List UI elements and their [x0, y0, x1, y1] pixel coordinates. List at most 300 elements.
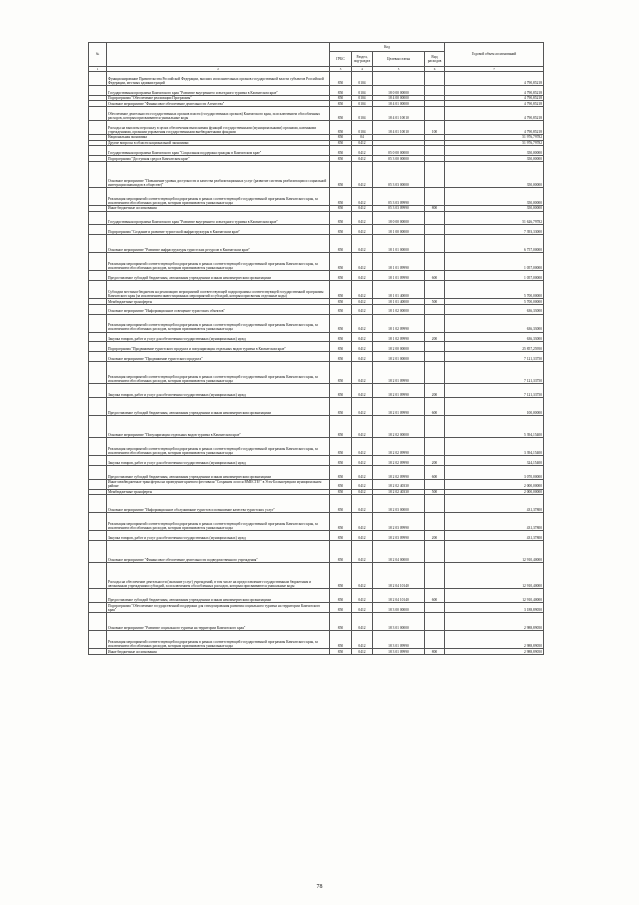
row-expense-type-cell: 600	[425, 589, 445, 603]
row-sum-cell: 2 988,89050	[445, 612, 544, 630]
row-grbs-cell: 850	[330, 95, 352, 101]
row-razdel-cell: 0104	[352, 85, 373, 95]
row-razdel-cell: 0412	[352, 456, 373, 466]
table-row	[89, 211, 544, 225]
table-row	[89, 342, 544, 352]
row-razdel-cell: 0412	[352, 361, 373, 383]
row-number-cell	[89, 235, 107, 253]
row-name-cell: Основное мероприятие "Популяризация отдельных видов туризма в Камчатском крае"	[107, 415, 330, 437]
row-sum-cell: 350,00000	[445, 161, 544, 187]
row-number-cell	[89, 648, 107, 654]
row-expense-type-cell: 800	[425, 205, 445, 211]
table-row	[89, 271, 544, 281]
row-expense-type-cell: 800	[425, 648, 445, 654]
row-number-cell	[89, 253, 107, 271]
row-expense-type-cell	[425, 495, 445, 513]
row-sum-cell: 3 394,15400	[445, 438, 544, 456]
row-sum-cell: 636,33000	[445, 314, 544, 332]
table-row	[89, 630, 544, 648]
row-name-cell: Расходы на обеспечение деятельности (оказание услуг) учреждений, в том числе на предоставление государственным бюджетным и автономным учреждениям субсидий, за исключением обособленных расходов, которым присваиваются уникальные коды	[107, 563, 330, 589]
row-sum-cell: 3 070,00000	[445, 465, 544, 479]
row-number-cell	[89, 85, 107, 95]
row-number-cell	[89, 352, 107, 362]
table-row	[89, 253, 544, 271]
table-row	[89, 281, 544, 299]
row-razdel-cell: 0412	[352, 612, 373, 630]
row-target-cell: 18 2 02 09990	[373, 465, 425, 479]
row-grbs-cell: 850	[330, 120, 352, 134]
row-sum-cell: 7 121,33750	[445, 352, 544, 362]
row-target-cell: 18 1 01 00000	[373, 235, 425, 253]
header-razdel: Раздел, под-раздел	[352, 52, 373, 67]
row-name-cell: Реализация мероприятий соответствующей подпрограммы в рамках соответствующей государственной программы Камчатского края, за исключением обособленных расходов, которым присваиваются уникальные коды	[107, 630, 330, 648]
row-number-cell	[89, 563, 107, 589]
row-razdel-cell: 0412	[352, 342, 373, 352]
row-name-cell: Основное мероприятие "Продвижение туристского продукта"	[107, 352, 330, 362]
row-sum-cell: 636,33000	[445, 304, 544, 314]
row-name-cell: Межбюджетные трансферты	[107, 299, 330, 305]
row-expense-type-cell: 600	[425, 465, 445, 479]
row-grbs-cell: 850	[330, 161, 352, 187]
row-target-cell: 18 2 01 09990	[373, 384, 425, 398]
row-grbs-cell: 850	[330, 235, 352, 253]
row-name-cell: Государственная программа Камчатского края "Развитие внутреннего и въездного туризма в Камчатском крае"	[107, 211, 330, 225]
row-sum-cell: 12 910,40000	[445, 589, 544, 603]
table-body	[89, 72, 544, 655]
row-grbs-cell: 850	[330, 630, 352, 648]
row-name-cell: Реализация мероприятий соответствующей подпрограммы в рамках соответствующей государственной программы Камчатского края, за исключением обособленных расходов, которым присваиваются уникальные коды	[107, 361, 330, 383]
row-target-cell: 18 4 00 00000	[373, 95, 425, 101]
row-expense-type-cell	[425, 352, 445, 362]
row-razdel-cell: 0412	[352, 563, 373, 589]
row-number-cell	[89, 187, 107, 205]
row-name-cell: Закупка товаров, работ и услуг для обеспечения государственных (муниципальных) нужд	[107, 531, 330, 541]
row-sum-cell: 2 000,00000	[445, 479, 544, 489]
row-name-cell: Основное мероприятие "Информационное освещение туристских объектов"	[107, 304, 330, 314]
row-grbs-cell: 850	[330, 465, 352, 479]
row-target-cell: 18 0 00 00000	[373, 211, 425, 225]
row-grbs-cell: 850	[330, 563, 352, 589]
row-number-cell	[89, 603, 107, 613]
table-row	[89, 540, 544, 562]
row-expense-type-cell	[425, 415, 445, 437]
row-target-cell: 18 4 01 00000	[373, 101, 425, 107]
row-expense-type-cell	[425, 146, 445, 156]
row-grbs-cell: 850	[330, 384, 352, 398]
table-row	[89, 495, 544, 513]
row-name-cell: Другие вопросы в области национальной экономики	[107, 140, 330, 146]
row-expense-type-cell	[425, 304, 445, 314]
column-number: 1	[89, 67, 107, 72]
row-expense-type-cell: 200	[425, 456, 445, 466]
row-sum-cell: 51 626,79782	[445, 211, 544, 225]
row-grbs-cell: 850	[330, 438, 352, 456]
row-expense-type-cell	[425, 540, 445, 562]
row-sum-cell: 4 790,85218	[445, 101, 544, 107]
row-razdel-cell: 0104	[352, 95, 373, 101]
row-number-cell	[89, 531, 107, 541]
row-target-cell: 18 1 00 00000	[373, 225, 425, 235]
row-expense-type-cell	[425, 253, 445, 271]
row-number-cell	[89, 342, 107, 352]
row-target-cell: 18 1 01 09990	[373, 253, 425, 271]
row-razdel-cell: 0104	[352, 107, 373, 121]
row-number-cell	[89, 314, 107, 332]
row-expense-type-cell	[425, 211, 445, 225]
row-grbs-cell: 850	[330, 352, 352, 362]
row-razdel-cell: 0412	[352, 187, 373, 205]
row-number-cell	[89, 146, 107, 156]
column-number: 7	[445, 67, 544, 72]
row-name-cell: Закупка товаров, работ и услуг для обеспечения государственных (муниципальных) нужд	[107, 456, 330, 466]
row-sum-cell: 431,37800	[445, 495, 544, 513]
row-name-cell: Реализация мероприятий соответствующей подпрограммы в рамках соответствующей государственной программы Камчатского края, за исключением обособленных расходов, которым присваиваются уникальные коды	[107, 253, 330, 271]
row-grbs-cell: 850	[330, 225, 352, 235]
row-number-cell	[89, 479, 107, 489]
row-razdel-cell: 0412	[352, 156, 373, 162]
row-target-cell: 18 2 04 10140	[373, 589, 425, 603]
row-number-cell	[89, 397, 107, 415]
column-number: 6	[425, 67, 445, 72]
table-row	[89, 465, 544, 479]
row-name-cell: Обеспечение деятельности государственных органов власти (государственных органов) Камчатского края, за исключением обособленных расходов, которым присваиваются уникальные коды	[107, 107, 330, 121]
table-row	[89, 612, 544, 630]
row-name-cell: Национальная экономика	[107, 134, 330, 140]
header-target: Целевая статья	[373, 52, 425, 67]
row-expense-type-cell	[425, 342, 445, 352]
row-grbs-cell: 850	[330, 253, 352, 271]
row-target-cell: 05 3 03 00000	[373, 161, 425, 187]
row-sum-cell: 3 188,89050	[445, 603, 544, 613]
row-name-cell: Реализация мероприятий соответствующей подпрограммы в рамках соответствующей государственной программы Камчатского края, за исключением обособленных расходов, которым присваиваются уникальные коды	[107, 438, 330, 456]
row-razdel-cell: 0412	[352, 161, 373, 187]
row-name-cell: Иные бюджетные ассигнования	[107, 205, 330, 211]
row-razdel-cell: 0412	[352, 271, 373, 281]
row-number-cell	[89, 589, 107, 603]
row-target-cell: 18 1 02 00000	[373, 304, 425, 314]
row-grbs-cell: 850	[330, 146, 352, 156]
row-target-cell: 18 2 02 09990	[373, 456, 425, 466]
row-grbs-cell: 850	[330, 72, 352, 86]
row-expense-type-cell: 600	[425, 271, 445, 281]
row-name-cell: Основное мероприятие "Развитие инфраструктуры туристских ресурсов в Камчатском крае"	[107, 235, 330, 253]
row-grbs-cell: 850	[330, 156, 352, 162]
row-expense-type-cell: 200	[425, 531, 445, 541]
row-razdel-cell: 0412	[352, 495, 373, 513]
table-row	[89, 107, 544, 121]
row-number-cell	[89, 630, 107, 648]
row-name-cell: Основное мероприятие "Финансовое обеспечение деятельности Агентства"	[107, 101, 330, 107]
row-expense-type-cell	[425, 281, 445, 299]
row-expense-type-cell	[425, 85, 445, 95]
row-name-cell: Предоставление субсидий бюджетным, автономным учреждениям и иным некоммерческим организациям	[107, 397, 330, 415]
table-row	[89, 332, 544, 342]
row-razdel-cell: 0412	[352, 225, 373, 235]
row-target-cell	[373, 72, 425, 86]
row-razdel-cell: 0412	[352, 314, 373, 332]
row-name-cell: Функционирование Правительства Российской Федерации, высших исполнительных органов государственной власти субъектов Российской Федерации, местных администраций	[107, 72, 330, 86]
row-target-cell: 05 3 03 09990	[373, 187, 425, 205]
table-row	[89, 397, 544, 415]
row-sum-cell: 100,00000	[445, 397, 544, 415]
row-grbs-cell: 850	[330, 479, 352, 489]
row-target-cell: 18 3 01 00000	[373, 612, 425, 630]
table-row	[89, 187, 544, 205]
row-name-cell: Закупка товаров, работ и услуг для обеспечения государственных (муниципальных) нужд	[107, 332, 330, 342]
table-row	[89, 120, 544, 134]
row-grbs-cell: 850	[330, 513, 352, 531]
row-razdel-cell: 0412	[352, 211, 373, 225]
row-sum-cell: 4 790,85218	[445, 120, 544, 134]
row-name-cell: Межбюджетные трансферты	[107, 489, 330, 495]
row-number-cell	[89, 465, 107, 479]
row-expense-type-cell	[425, 612, 445, 630]
row-razdel-cell: 0412	[352, 146, 373, 156]
row-target-cell: 18 1 01 40000	[373, 299, 425, 305]
row-expense-type-cell	[425, 513, 445, 531]
row-grbs-cell: 850	[330, 361, 352, 383]
row-sum-cell: 431,37800	[445, 531, 544, 541]
row-razdel-cell: 0412	[352, 352, 373, 362]
row-expense-type-cell: 500	[425, 299, 445, 305]
row-sum-cell: 12 910,40000	[445, 540, 544, 562]
table-row	[89, 479, 544, 489]
table-row	[89, 146, 544, 156]
row-sum-cell: 6 757,00000	[445, 235, 544, 253]
table-row	[89, 603, 544, 613]
column-number: 3	[330, 67, 352, 72]
row-grbs-cell: 850	[330, 107, 352, 121]
row-number-cell	[89, 332, 107, 342]
table-row	[89, 648, 544, 654]
row-target-cell: 18 2 02 40330	[373, 479, 425, 489]
row-sum-cell: 12 910,40000	[445, 563, 544, 589]
row-grbs-cell: 850	[330, 314, 352, 332]
row-target-cell: 18 0 00 00000	[373, 85, 425, 95]
row-razdel-cell: 0412	[352, 648, 373, 654]
row-name-cell: Иные межбюджетные трансферты на проведение краевого фестиваля "Сохраним лосося ВМЕСТЕ!" в Усть-Большерецком муниципальном районе	[107, 479, 330, 489]
row-number-cell	[89, 304, 107, 314]
row-grbs-cell: 850	[330, 648, 352, 654]
row-razdel-cell: 0412	[352, 630, 373, 648]
row-name-cell: Закупка товаров, работ и услуг для обеспечения государственных (муниципальных) нужд	[107, 384, 330, 398]
row-razdel-cell: 0412	[352, 589, 373, 603]
row-sum-cell: 350,00000	[445, 156, 544, 162]
row-expense-type-cell	[425, 479, 445, 489]
table-row	[89, 304, 544, 314]
row-grbs-cell: 850	[330, 304, 352, 314]
row-razdel-cell: 0412	[352, 384, 373, 398]
row-razdel-cell: 0412	[352, 304, 373, 314]
row-sum-cell: 324,15400	[445, 456, 544, 466]
table-row	[89, 384, 544, 398]
row-name-cell: Подпрограмма "Продвижение туристского продукта и популяризация отдельных видов туризма в Камчатском крае"	[107, 342, 330, 352]
row-target-cell: 18 4 01 10010	[373, 120, 425, 134]
row-target-cell: 18 3 01 09990	[373, 630, 425, 648]
header-no: №	[89, 43, 107, 67]
row-grbs-cell: 850	[330, 342, 352, 352]
column-number: 2	[107, 67, 330, 72]
row-sum-cell: 51 976,79782	[445, 140, 544, 146]
row-target-cell: 18 2 00 00000	[373, 342, 425, 352]
row-grbs-cell: 850	[330, 281, 352, 299]
row-razdel-cell: 04	[352, 134, 373, 140]
row-name-cell: Подпрограмма "Создание и развитие туристской инфраструктуры в Камчатском крае"	[107, 225, 330, 235]
table-row	[89, 361, 544, 383]
row-expense-type-cell	[425, 72, 445, 86]
row-expense-type-cell: 500	[425, 489, 445, 495]
row-name-cell: Реализация мероприятий соответствующей подпрограммы в рамках соответствующей государственной программы Камчатского края, за исключением обособленных расходов, которым присваиваются уникальные коды	[107, 513, 330, 531]
row-number-cell	[89, 361, 107, 383]
row-number-cell	[89, 415, 107, 437]
row-sum-cell: 1 057,00000	[445, 271, 544, 281]
row-name-cell: Основное мероприятие "Финансовое обеспечение деятельности подведомственного учреждения"	[107, 540, 330, 562]
row-target-cell: 05 0 00 00000	[373, 146, 425, 156]
row-expense-type-cell	[425, 161, 445, 187]
row-grbs-cell: 850	[330, 612, 352, 630]
row-name-cell: Реализация мероприятий соответствующей подпрограммы в рамках соответствующей государственной программы Камчатского края, за исключением обособленных расходов, которым присваиваются уникальные коды	[107, 314, 330, 332]
row-razdel-cell: 0412	[352, 332, 373, 342]
row-grbs-cell: 850	[330, 205, 352, 211]
row-grbs-cell: 850	[330, 187, 352, 205]
row-sum-cell: 2 000,00000	[445, 489, 544, 495]
row-target-cell: 05 3 03 09990	[373, 205, 425, 211]
row-sum-cell: 4 790,85218	[445, 72, 544, 86]
row-sum-cell: 4 790,85218	[445, 95, 544, 101]
row-grbs-cell: 850	[330, 299, 352, 305]
table-row	[89, 235, 544, 253]
row-grbs-cell: 850	[330, 271, 352, 281]
header-name	[107, 43, 330, 67]
row-expense-type-cell	[425, 187, 445, 205]
budget-table	[88, 42, 544, 655]
row-razdel-cell: 0412	[352, 205, 373, 211]
row-target-cell: 18 2 04 10140	[373, 563, 425, 589]
row-expense-type-cell: 600	[425, 397, 445, 415]
row-sum-cell: 350,00000	[445, 146, 544, 156]
row-number-cell	[89, 107, 107, 121]
row-number-cell	[89, 384, 107, 398]
header-row-1	[89, 43, 544, 52]
row-target-cell: 18 2 01 09990	[373, 397, 425, 415]
row-sum-cell: 350,00000	[445, 187, 544, 205]
row-razdel-cell: 0104	[352, 72, 373, 86]
row-name-cell: Реализация мероприятий соответствующей подпрограммы в рамках соответствующей государственной программы Камчатского края, за исключением обособленных расходов, которым присваиваются уникальные коды	[107, 187, 330, 205]
row-target-cell: 18 3 00 00000	[373, 603, 425, 613]
row-sum-cell: 2 988,89050	[445, 648, 544, 654]
row-grbs-cell: 850	[330, 489, 352, 495]
row-target-cell: 18 2 01 00000	[373, 352, 425, 362]
row-target-cell: 18 1 01 09990	[373, 271, 425, 281]
row-sum-cell: 4 790,85218	[445, 85, 544, 95]
row-number-cell	[89, 72, 107, 86]
row-name-cell: Подпрограмма "Доступная среда в Камчатском крае"	[107, 156, 330, 162]
row-grbs-cell: 850	[330, 211, 352, 225]
row-razdel-cell: 0104	[352, 120, 373, 134]
row-expense-type-cell: 200	[425, 384, 445, 398]
row-name-cell: Иные бюджетные ассигнования	[107, 648, 330, 654]
row-razdel-cell: 0412	[352, 438, 373, 456]
row-number-cell	[89, 540, 107, 562]
row-name-cell: Предоставление субсидий бюджетным, автономным учреждениям и иным некоммерческим организациям	[107, 271, 330, 281]
row-number-cell	[89, 281, 107, 299]
table-row	[89, 72, 544, 86]
row-sum-cell: 350,00000	[445, 205, 544, 211]
row-grbs-cell: 850	[330, 603, 352, 613]
row-sum-cell: 5 700,00000	[445, 299, 544, 305]
row-grbs-cell: 850	[330, 134, 352, 140]
row-grbs-cell: 850	[330, 495, 352, 513]
header-grbs: ГРБС	[330, 52, 352, 67]
row-number-cell	[89, 120, 107, 134]
row-number-cell	[89, 495, 107, 513]
row-razdel-cell: 0412	[352, 397, 373, 415]
header-sum: Годовой объем ассигнований	[445, 43, 544, 67]
row-expense-type-cell: 200	[425, 332, 445, 342]
row-razdel-cell: 0412	[352, 531, 373, 541]
row-number-cell	[89, 513, 107, 531]
header-code-group: Код	[330, 43, 445, 52]
row-razdel-cell: 0412	[352, 253, 373, 271]
row-razdel-cell: 0412	[352, 281, 373, 299]
row-sum-cell: 7 393,33000	[445, 225, 544, 235]
row-expense-type-cell	[425, 603, 445, 613]
row-sum-cell: 7 121,33750	[445, 361, 544, 383]
row-name-cell: Основное мероприятие "Развитие социального туризма на территории Камчатского края"	[107, 612, 330, 630]
row-razdel-cell: 0412	[352, 415, 373, 437]
column-number: 4	[352, 67, 373, 72]
row-name-cell: Подпрограмма "Обеспечение государственной поддержки для стимулирования развития социального туризма на территории Камчатского края"	[107, 603, 330, 613]
column-number: 5	[373, 67, 425, 72]
row-sum-cell: 7 121,33750	[445, 384, 544, 398]
table-row	[89, 531, 544, 541]
row-target-cell: 18 2 03 09990	[373, 531, 425, 541]
row-razdel-cell: 0412	[352, 540, 373, 562]
row-target-cell: 18 2 02 09990	[373, 438, 425, 456]
row-target-cell: 05 3 00 00000	[373, 156, 425, 162]
row-target-cell: 18 1 01 40000	[373, 281, 425, 299]
row-target-cell: 18 1 02 09990	[373, 314, 425, 332]
row-expense-type-cell	[425, 235, 445, 253]
row-grbs-cell: 850	[330, 589, 352, 603]
row-name-cell: Расходы на выплаты персоналу в целях обеспечения выполнения функций государственными (муниципальными) органами, казенными учреждениями, органами управления государственными внебюджетными фондами	[107, 120, 330, 134]
row-sum-cell: 5 700,00000	[445, 281, 544, 299]
row-razdel-cell: 0412	[352, 489, 373, 495]
row-grbs-cell: 850	[330, 397, 352, 415]
row-number-cell	[89, 161, 107, 187]
row-target-cell: 18 2 02 40330	[373, 489, 425, 495]
table-row	[89, 513, 544, 531]
row-grbs-cell: 850	[330, 456, 352, 466]
table-row	[89, 415, 544, 437]
page-number: 78	[316, 884, 323, 890]
row-razdel-cell: 0412	[352, 140, 373, 146]
row-target-cell: 18 3 01 09990	[373, 648, 425, 654]
row-razdel-cell: 0412	[352, 603, 373, 613]
table-row	[89, 161, 544, 187]
row-grbs-cell: 850	[330, 140, 352, 146]
row-sum-cell: 5 394,15400	[445, 415, 544, 437]
row-razdel-cell: 0104	[352, 101, 373, 107]
row-grbs-cell: 850	[330, 85, 352, 95]
row-number-cell	[89, 438, 107, 456]
row-name-cell: Основное мероприятие "Повышение уровня доступности и качества реабилитационных услуг (развитие системы реабилитации и социальной интеграции инвалидов в обществе)"	[107, 161, 330, 187]
table-row	[89, 225, 544, 235]
row-number-cell	[89, 612, 107, 630]
row-sum-cell: 25 857,25950	[445, 342, 544, 352]
row-expense-type-cell	[425, 563, 445, 589]
row-name-cell: Предоставление субсидий бюджетным, автономным учреждениям и иным некоммерческим организациям	[107, 465, 330, 479]
